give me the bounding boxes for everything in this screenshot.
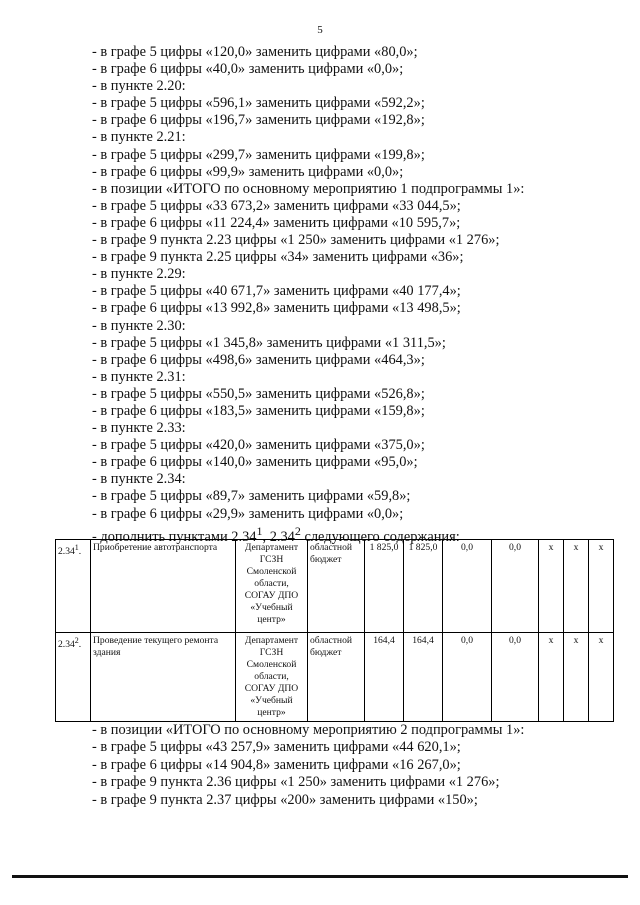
amendment-line: - в графе 5 цифры «89,7» заменить цифрами «59,8»; xyxy=(92,488,411,505)
amendment-line: - в графе 5 цифры «420,0» заменить цифрами «375,0»; xyxy=(92,437,425,454)
item-value: 0,0 xyxy=(492,540,539,633)
amendment-line: - в графе 5 цифры «299,7» заменить цифрами «199,8»; xyxy=(92,146,425,163)
item-value: 0,0 xyxy=(492,633,539,722)
amendment-line: - в графе 5 цифры «43 257,9» заменить цифрами «44 620,1»; xyxy=(92,739,461,756)
add-points-intro xyxy=(92,523,632,545)
item-value: 1 825,0 xyxy=(404,540,443,633)
amendment-line: - в графе 5 цифры «120,0» заменить цифрами «80,0»; xyxy=(92,44,418,60)
amendment-line: - в графе 6 цифры «498,6» заменить цифрами «464,3»; xyxy=(92,351,425,368)
amendment-line: - в графе 6 цифры «40,0» заменить цифрами «0,0»; xyxy=(92,61,404,78)
amendment-line: - в графе 9 пункта 2.36 цифры «1 250» заменить цифрами «1 276»; xyxy=(92,774,500,791)
amendment-line: - в графе 6 цифры «13 992,8» заменить цифрами «13 498,5»; xyxy=(92,300,461,317)
item-value: х xyxy=(539,633,564,722)
item-name: Проведение текущего ремонта здания xyxy=(91,633,236,722)
amendment-line: - в графе 6 цифры «14 904,8» заменить цифрами «16 267,0»; xyxy=(92,756,461,773)
amendment-line: - в пункте 2.31: xyxy=(92,368,186,385)
add-intro-after: следующего содержания: xyxy=(300,528,460,545)
amendment-line: - в позиции «ИТОГО по основному мероприятию 2 подпрограммы 1»: xyxy=(92,722,525,738)
item-value: 0,0 xyxy=(443,633,492,722)
add-intro-before: - дополнить пунктами 2.34 xyxy=(92,528,257,545)
item-number: 2.34$^1$. xyxy=(56,540,91,633)
amendment-line: - в графе 6 цифры «29,9» заменить цифрами «0,0»; xyxy=(92,505,404,522)
amendment-line: - в пункте 2.33: xyxy=(92,420,186,437)
item-funding-source: областной бюджет xyxy=(308,540,365,633)
amendment-line: - в графе 6 цифры «11 224,4» заменить цифрами «10 595,7»; xyxy=(92,214,461,231)
add-intro-middle: , 2.34 xyxy=(262,528,295,545)
item-name: Приобретение автотранспорта xyxy=(91,540,236,633)
amendment-line: - в графе 6 цифры «140,0» заменить цифрами «95,0»; xyxy=(92,454,418,471)
amendment-line: - в графе 6 цифры «183,5» заменить цифрами «159,8»; xyxy=(92,402,425,419)
item-value: 164,4 xyxy=(365,633,404,722)
item-value: 1 825,0 xyxy=(365,540,404,633)
amendment-line: - в графе 5 цифры «1 345,8» заменить цифрами «1 311,5»; xyxy=(92,334,446,351)
amendment-line: - в графе 9 пункта 2.23 цифры «1 250» заменить цифрами «1 276»; xyxy=(92,232,500,249)
amendment-line: - в позиции «ИТОГО по основному мероприятию 1 подпрограммы 1»: xyxy=(92,180,525,197)
amendment-line: - в графе 5 цифры «596,1» заменить цифрами «592,2»; xyxy=(92,95,425,112)
add-intro-sup1: 1 xyxy=(256,523,263,538)
item-executor: Департамент ГСЗН Смоленской области, СОГАУ ДПО «Учебный центр» xyxy=(236,633,308,722)
item-value: х xyxy=(539,540,564,633)
item-value: 164,4 xyxy=(404,633,443,722)
amendment-line: - в пункте 2.29: xyxy=(92,266,186,283)
table-row xyxy=(56,633,614,722)
amendment-line: - в пункте 2.30: xyxy=(92,317,186,334)
item-value: 0,0 xyxy=(443,540,492,633)
amendment-line: - в пункте 2.21: xyxy=(92,129,186,146)
amendment-line: - в графе 6 цифры «99,9» заменить цифрами «0,0»; xyxy=(92,163,404,180)
amendment-line: - в графе 9 пункта 2.37 цифры «200» заменить цифрами «150»; xyxy=(92,791,478,808)
bottom-rule xyxy=(12,875,628,878)
amendment-list-bottom xyxy=(92,722,632,809)
table-row xyxy=(56,540,614,633)
amendment-line: - в графе 6 цифры «196,7» заменить цифрами «192,8»; xyxy=(92,112,425,129)
amendment-line: - в пункте 2.34: xyxy=(92,471,186,488)
item-value: х xyxy=(564,540,589,633)
add-intro-sup2: 2 xyxy=(294,523,301,538)
amendment-line: - в графе 5 цифры «33 673,2» заменить цифрами «33 044,5»; xyxy=(92,197,461,214)
amendment-line: - в пункте 2.20: xyxy=(92,78,186,95)
item-number: 2.34$^2$. xyxy=(56,633,91,722)
amendment-line: - в графе 5 цифры «40 671,7» заменить цифрами «40 177,4»; xyxy=(92,283,461,300)
amendment-list-top xyxy=(92,44,632,545)
inserted-items-table xyxy=(55,539,614,722)
page-number: 5 xyxy=(317,24,323,36)
item-funding-source: областной бюджет xyxy=(308,633,365,722)
amendment-line: - в графе 9 пункта 2.25 цифры «34» заменить цифрами «36»; xyxy=(92,249,464,266)
item-executor: Департамент ГСЗН Смоленской области, СОГАУ ДПО «Учебный центр» xyxy=(236,540,308,633)
item-value: х xyxy=(589,540,614,633)
item-value: х xyxy=(589,633,614,722)
item-value: х xyxy=(564,633,589,722)
amendment-line: - в графе 5 цифры «550,5» заменить цифрами «526,8»; xyxy=(92,385,425,402)
